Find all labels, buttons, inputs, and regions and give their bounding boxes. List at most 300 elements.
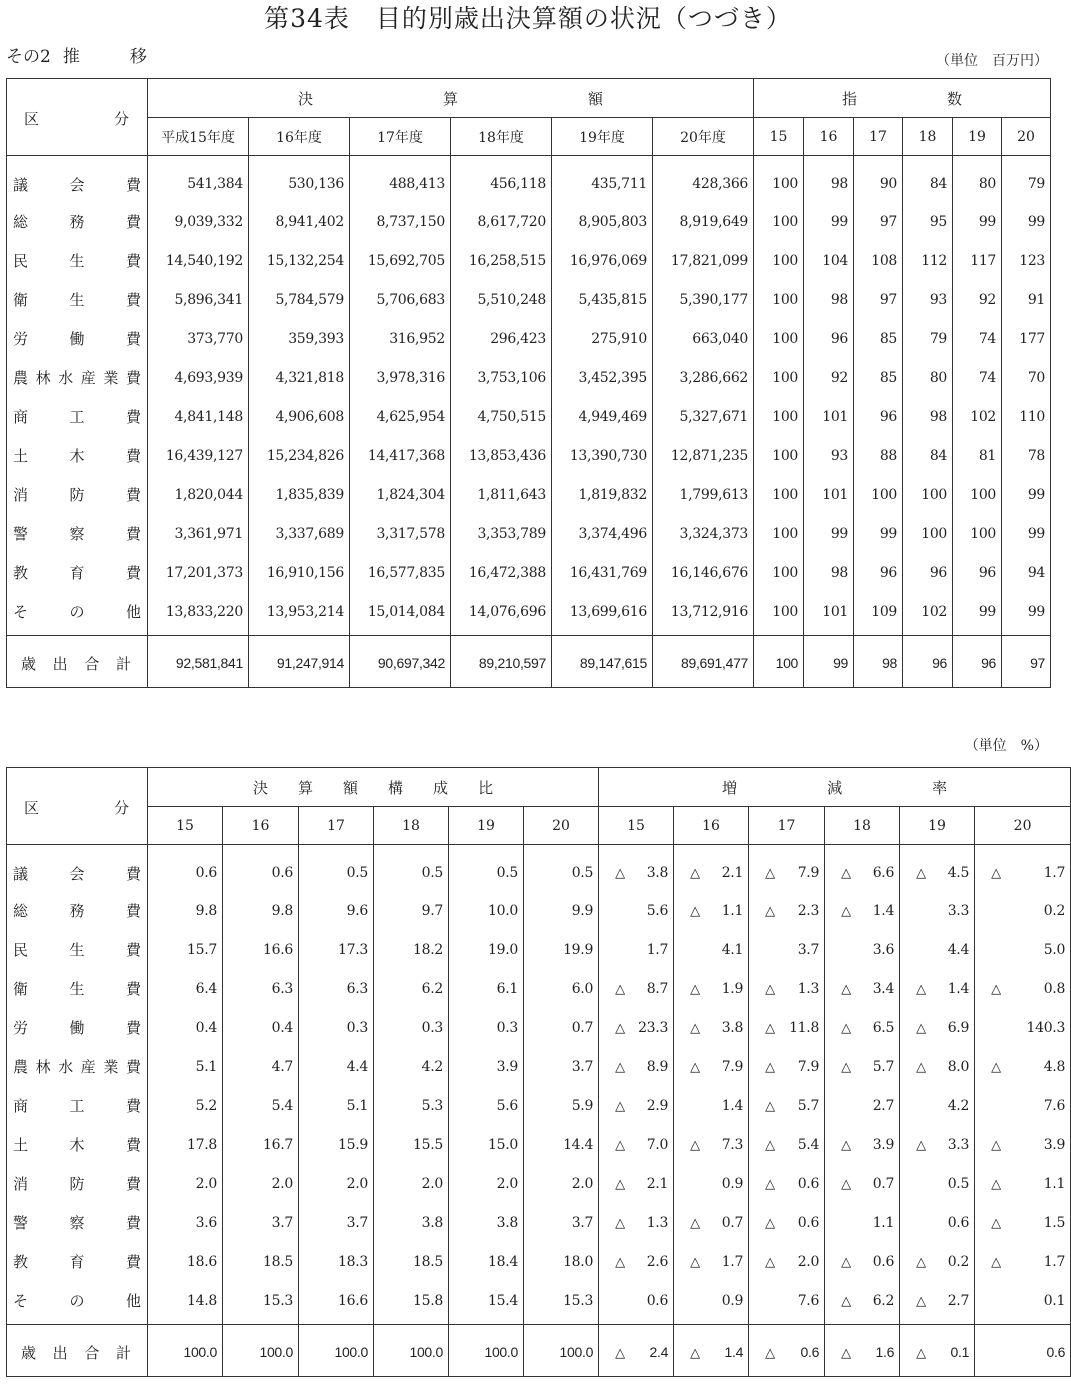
change-rate-cell <box>825 969 900 1008</box>
change-rate-cell <box>749 891 825 930</box>
index-cell: 88 <box>854 436 903 475</box>
table-row <box>7 969 1071 1008</box>
negative-mark: △ <box>991 1254 1001 1270</box>
index-cell: 96 <box>854 397 903 436</box>
group-header-char: 決 <box>252 778 268 797</box>
change-rate-cell <box>975 930 1071 969</box>
change-value: 1.4 <box>872 902 895 919</box>
ratio-cell: 15.8 <box>374 1281 449 1325</box>
change-rate-cell <box>599 1325 674 1377</box>
change-rate-cell <box>975 1125 1071 1164</box>
change-rate-cell <box>599 845 674 892</box>
row-label-char: 費 <box>125 1214 141 1232</box>
row-label-char: 土 <box>13 1136 29 1154</box>
change-value: 0.1 <box>1043 1292 1066 1309</box>
change-rate-cell <box>975 845 1071 892</box>
ratio-cell: 3.7 <box>524 1047 599 1086</box>
year-header: 19 <box>953 118 1002 156</box>
ratio-cell: 0.5 <box>524 845 599 892</box>
amount-cell: 5,784,579 <box>249 280 350 319</box>
row-label <box>7 1281 148 1325</box>
index-cell: 85 <box>854 319 903 358</box>
change-rate-cell <box>825 1164 900 1203</box>
index-cell: 101 <box>804 475 854 514</box>
row-label <box>7 156 148 203</box>
year-header: 17 <box>854 118 903 156</box>
ratio-cell: 15.3 <box>524 1281 599 1325</box>
subtitle-word-1: 推 <box>62 47 80 67</box>
row-label-char: 生 <box>69 941 85 959</box>
amount-cell: 15,014,084 <box>350 592 451 636</box>
row-label-char: 労 <box>13 330 29 348</box>
row-label-char: 費 <box>125 330 141 348</box>
row-label-char: そ <box>13 1292 29 1310</box>
index-cell: 100 <box>754 514 804 553</box>
index-cell: 94 <box>1002 553 1051 592</box>
row-label-char: 察 <box>69 525 85 543</box>
index-cell: 84 <box>903 156 953 203</box>
negative-mark: △ <box>841 1020 851 1036</box>
negative-mark: △ <box>841 1293 851 1309</box>
change-value: 6.6 <box>872 865 895 881</box>
index-cell: 110 <box>1002 397 1051 436</box>
row-label-char: 費 <box>125 525 141 543</box>
total-amount-cell: 89,147,615 <box>552 636 653 688</box>
amount-cell: 13,699,616 <box>552 592 653 636</box>
ratio-cell: 6.2 <box>374 969 449 1008</box>
negative-mark: △ <box>841 1137 851 1153</box>
index-cell: 117 <box>953 241 1002 280</box>
index-cell: 85 <box>854 358 903 397</box>
row-label-char: 歳 <box>21 654 37 673</box>
change-value: 1.4 <box>721 1097 744 1114</box>
amount-cell: 13,833,220 <box>148 592 249 636</box>
change-rate-cell <box>900 1008 975 1047</box>
amount-cell: 16,472,388 <box>451 553 552 592</box>
year-header: 17年度 <box>350 118 451 156</box>
total-ratio-cell: 100.0 <box>449 1325 524 1377</box>
row-label <box>7 845 148 892</box>
ratio-cell: 6.1 <box>449 969 524 1008</box>
ratio-cell: 16.6 <box>299 1281 374 1325</box>
change-rate-cell <box>900 891 975 930</box>
negative-mark: △ <box>841 866 851 881</box>
year-header: 19 <box>900 807 975 845</box>
row-label-char: 労 <box>13 1019 29 1037</box>
index-cell: 96 <box>804 319 854 358</box>
year-header: 16 <box>804 118 854 156</box>
year-header: 20年度 <box>653 118 754 156</box>
change-value: 1.1 <box>721 902 744 919</box>
row-label-char: 防 <box>69 486 85 504</box>
table-row <box>7 319 1051 358</box>
change-rate-cell <box>975 1047 1071 1086</box>
group-header-2 <box>599 768 1071 807</box>
row-label-char: 費 <box>125 1175 141 1193</box>
row-label-char: 民 <box>13 252 29 270</box>
change-rate-cell <box>900 1242 975 1281</box>
negative-mark: △ <box>916 1254 926 1270</box>
negative-mark: △ <box>841 1254 851 1270</box>
amount-cell: 1,835,839 <box>249 475 350 514</box>
change-rate-cell <box>749 1281 825 1325</box>
amount-cell: 14,540,192 <box>148 241 249 280</box>
change-value: 4.2 <box>947 1097 970 1114</box>
negative-mark: △ <box>690 903 700 919</box>
ratio-cell: 9.7 <box>374 891 449 930</box>
row-label-char: 教 <box>13 564 29 582</box>
page-title: 第34表 目的別歳出決算額の状況（つづき） <box>264 4 792 33</box>
row-label-char: 衛 <box>13 291 29 309</box>
row-label <box>7 1164 148 1203</box>
row-label <box>7 1086 148 1125</box>
year-header: 17 <box>299 807 374 845</box>
row-label-char: 費 <box>125 980 141 998</box>
negative-mark: △ <box>690 1344 700 1360</box>
amount-cell: 9,039,332 <box>148 202 249 241</box>
row-label-char: 費 <box>125 1097 141 1115</box>
index-cell: 100 <box>754 397 804 436</box>
change-rate-cell <box>674 1047 749 1086</box>
group-header-1 <box>148 768 599 807</box>
negative-mark: △ <box>690 981 700 997</box>
year-header: 20 <box>975 807 1071 845</box>
amount-cell: 3,286,662 <box>653 358 754 397</box>
change-rate-cell <box>900 1325 975 1377</box>
row-label-char: 防 <box>69 1175 85 1193</box>
change-rate-cell <box>674 1281 749 1325</box>
group-header-char: 額 <box>588 89 604 108</box>
ratio-cell: 3.7 <box>299 1203 374 1242</box>
group-header-char: 決 <box>298 89 314 108</box>
amount-cell: 3,978,316 <box>350 358 451 397</box>
ratio-cell: 5.1 <box>299 1086 374 1125</box>
change-value: 7.0 <box>646 1136 669 1153</box>
total-label <box>7 1325 148 1377</box>
change-value: 0.9 <box>721 1175 744 1192</box>
table-row <box>7 1125 1071 1164</box>
negative-mark: △ <box>765 981 775 997</box>
negative-mark: △ <box>615 1137 625 1153</box>
total-row <box>7 636 1051 688</box>
change-value: 23.3 <box>638 1019 669 1036</box>
row-label-char: 生 <box>69 252 85 270</box>
change-rate-cell <box>674 969 749 1008</box>
change-value: 0.6 <box>1046 1344 1066 1360</box>
row-label-char: 会 <box>69 175 85 194</box>
row-label-char: 水 <box>58 369 74 387</box>
change-rate-cell <box>749 1242 825 1281</box>
change-rate-cell <box>749 1125 825 1164</box>
total-row <box>7 1325 1071 1377</box>
negative-mark: △ <box>916 1344 926 1360</box>
ratio-cell: 15.0 <box>449 1125 524 1164</box>
row-label-char: 教 <box>13 1253 29 1271</box>
ratio-cell: 5.9 <box>524 1086 599 1125</box>
amount-cell: 1,820,044 <box>148 475 249 514</box>
negative-mark: △ <box>615 1176 625 1192</box>
change-rate-cell <box>825 930 900 969</box>
change-rate-cell <box>749 1047 825 1086</box>
amount-cell: 428,366 <box>653 156 754 203</box>
group-header-char: 算 <box>298 778 314 797</box>
negative-mark: △ <box>765 1215 775 1231</box>
year-header: 15 <box>754 118 804 156</box>
amount-cell: 4,841,148 <box>148 397 249 436</box>
row-label-char: 商 <box>13 408 29 426</box>
index-cell: 99 <box>804 514 854 553</box>
negative-mark: △ <box>765 1254 775 1270</box>
table-row <box>7 553 1051 592</box>
row-label-char: 育 <box>69 564 85 582</box>
amount-cell: 435,711 <box>552 156 653 203</box>
ratio-cell: 0.5 <box>374 845 449 892</box>
row-label <box>7 280 148 319</box>
index-cell: 112 <box>903 241 953 280</box>
group-header-2 <box>754 79 1051 118</box>
amount-cell: 5,390,177 <box>653 280 754 319</box>
negative-mark: △ <box>690 1059 700 1075</box>
amount-cell: 4,625,954 <box>350 397 451 436</box>
group-header-char: 指 <box>842 89 858 108</box>
change-rate-cell <box>975 1008 1071 1047</box>
index-cell: 74 <box>953 358 1002 397</box>
amount-cell: 15,132,254 <box>249 241 350 280</box>
change-rate-cell <box>599 969 674 1008</box>
amount-cell: 13,390,730 <box>552 436 653 475</box>
row-label-char: 消 <box>13 486 29 504</box>
index-cell: 100 <box>903 475 953 514</box>
change-rate-cell <box>900 1203 975 1242</box>
ratio-cell: 4.7 <box>223 1047 299 1086</box>
total-label <box>7 636 148 688</box>
change-value: 0.6 <box>646 1292 669 1309</box>
amount-cell: 1,811,643 <box>451 475 552 514</box>
year-header: 18 <box>825 807 900 845</box>
total-index-cell: 99 <box>804 636 854 688</box>
amount-cell: 541,384 <box>148 156 249 203</box>
ratio-cell: 6.0 <box>524 969 599 1008</box>
index-cell: 81 <box>953 436 1002 475</box>
ratio-cell: 15.3 <box>223 1281 299 1325</box>
ratio-cell: 3.6 <box>148 1203 223 1242</box>
change-value: 8.0 <box>947 1058 970 1075</box>
row-label-char: 費 <box>125 408 141 426</box>
index-cell: 98 <box>903 397 953 436</box>
settlement-amount-table <box>6 78 1051 688</box>
ratio-cell: 5.2 <box>148 1086 223 1125</box>
amount-cell: 4,693,939 <box>148 358 249 397</box>
change-value: 7.9 <box>797 865 820 881</box>
ratio-cell: 9.9 <box>524 891 599 930</box>
row-label <box>7 475 148 514</box>
row-label-char: 費 <box>125 486 141 504</box>
year-header: 18年度 <box>451 118 552 156</box>
row-label-char: 合 <box>84 1343 100 1362</box>
ratio-cell: 0.6 <box>148 845 223 892</box>
negative-mark: △ <box>916 1293 926 1309</box>
negative-mark: △ <box>765 1176 775 1192</box>
row-label-char: 費 <box>125 291 141 309</box>
table-row <box>7 280 1051 319</box>
ratio-cell: 3.8 <box>374 1203 449 1242</box>
section-subtitle <box>6 46 147 68</box>
row-label <box>7 1242 148 1281</box>
total-ratio-cell: 100.0 <box>374 1325 449 1377</box>
ratio-cell: 2.0 <box>299 1164 374 1203</box>
change-value: 7.6 <box>797 1292 820 1309</box>
total-index-cell: 97 <box>1002 636 1051 688</box>
change-rate-cell <box>599 930 674 969</box>
ratio-cell: 0.6 <box>223 845 299 892</box>
amount-cell: 4,750,515 <box>451 397 552 436</box>
row-label-char: 民 <box>13 941 29 959</box>
amount-cell: 5,327,671 <box>653 397 754 436</box>
index-cell: 96 <box>953 553 1002 592</box>
subtitle-word-2: 移 <box>129 47 147 67</box>
change-rate-cell <box>674 1242 749 1281</box>
amount-cell: 5,510,248 <box>451 280 552 319</box>
group-header-char: 数 <box>947 89 963 108</box>
change-rate-cell <box>975 1164 1071 1203</box>
index-cell: 99 <box>854 514 903 553</box>
change-rate-cell <box>975 1086 1071 1125</box>
negative-mark: △ <box>765 1137 775 1153</box>
change-value: 2.3 <box>797 902 820 919</box>
change-value: 0.2 <box>947 1253 970 1270</box>
change-value: 0.6 <box>800 1343 820 1360</box>
negative-mark: △ <box>765 866 775 881</box>
row-label-char: の <box>69 1292 85 1310</box>
subtitle-part: その2 <box>6 47 51 67</box>
index-cell: 100 <box>953 475 1002 514</box>
amount-cell: 16,146,676 <box>653 553 754 592</box>
change-rate-cell <box>900 1086 975 1125</box>
row-label-char: 費 <box>125 369 141 387</box>
corner-char-a: 区 <box>24 799 40 817</box>
total-amount-cell: 89,691,477 <box>653 636 754 688</box>
row-label-char: 商 <box>13 1097 29 1115</box>
group-header-char: 額 <box>343 778 359 797</box>
total-index-cell: 96 <box>903 636 953 688</box>
row-label-char: 林 <box>35 369 51 387</box>
row-label-char: 歳 <box>21 1343 37 1362</box>
ratio-cell: 4.4 <box>299 1047 374 1086</box>
row-label-char: 費 <box>125 1019 141 1037</box>
change-value: 3.7 <box>797 941 820 958</box>
table-row <box>7 436 1051 475</box>
amount-cell: 3,753,106 <box>451 358 552 397</box>
year-header: 20 <box>1002 118 1051 156</box>
index-cell: 100 <box>953 514 1002 553</box>
index-cell: 100 <box>754 202 804 241</box>
table-row <box>7 475 1051 514</box>
index-cell: 100 <box>754 319 804 358</box>
ratio-cell: 18.0 <box>524 1242 599 1281</box>
change-rate-cell <box>825 1047 900 1086</box>
row-label <box>7 553 148 592</box>
change-rate-cell <box>975 1242 1071 1281</box>
year-header: 19年度 <box>552 118 653 156</box>
negative-mark: △ <box>615 981 625 997</box>
ratio-cell: 5.6 <box>449 1086 524 1125</box>
amount-cell: 16,431,769 <box>552 553 653 592</box>
change-rate-cell <box>825 1242 900 1281</box>
index-cell: 98 <box>804 553 854 592</box>
index-cell: 108 <box>854 241 903 280</box>
change-rate-cell <box>749 1008 825 1047</box>
table-row <box>7 891 1071 930</box>
amount-cell: 15,234,826 <box>249 436 350 475</box>
negative-mark: △ <box>841 1176 851 1192</box>
change-rate-cell <box>900 969 975 1008</box>
index-cell: 90 <box>854 156 903 203</box>
negative-mark: △ <box>615 1098 625 1114</box>
amount-cell: 456,118 <box>451 156 552 203</box>
change-value: 0.7 <box>721 1214 744 1231</box>
ratio-cell: 16.7 <box>223 1125 299 1164</box>
row-label-char: 産 <box>80 1058 96 1076</box>
group-header-1 <box>148 79 754 118</box>
change-rate-cell <box>825 1325 900 1377</box>
negative-mark: △ <box>841 981 851 997</box>
change-value: 4.8 <box>1043 1058 1066 1075</box>
ratio-cell: 15.4 <box>449 1281 524 1325</box>
corner-header <box>7 768 148 845</box>
change-rate-cell <box>674 1203 749 1242</box>
row-label-char: 会 <box>69 864 85 883</box>
corner-char-b: 分 <box>113 799 129 817</box>
total-amount-cell: 91,247,914 <box>249 636 350 688</box>
change-value: 0.9 <box>721 1292 744 1309</box>
amount-cell: 8,941,402 <box>249 202 350 241</box>
change-value: 5.7 <box>872 1058 895 1075</box>
negative-mark: △ <box>615 1059 625 1075</box>
row-label-char: 警 <box>13 525 29 543</box>
amount-cell: 373,770 <box>148 319 249 358</box>
total-index-cell: 98 <box>854 636 903 688</box>
amount-cell: 3,374,496 <box>552 514 653 553</box>
row-label-char: 費 <box>125 252 141 270</box>
table-row <box>7 514 1051 553</box>
row-label <box>7 592 148 636</box>
negative-mark: △ <box>916 1020 926 1036</box>
change-value: 0.6 <box>797 1214 820 1231</box>
index-cell: 101 <box>804 397 854 436</box>
change-value: 7.6 <box>1043 1097 1066 1114</box>
amount-cell: 1,824,304 <box>350 475 451 514</box>
change-rate-cell <box>900 930 975 969</box>
row-label-char: 計 <box>115 654 131 673</box>
change-value: 1.7 <box>1043 1253 1066 1270</box>
index-cell: 98 <box>804 280 854 319</box>
ratio-cell: 18.5 <box>223 1242 299 1281</box>
negative-mark: △ <box>615 1254 625 1270</box>
change-value: 1.3 <box>646 1214 669 1231</box>
change-value: 0.6 <box>947 1214 970 1231</box>
ratio-cell: 15.5 <box>374 1125 449 1164</box>
row-label <box>7 891 148 930</box>
index-cell: 97 <box>854 280 903 319</box>
change-value: 1.4 <box>947 980 970 997</box>
ratio-cell: 9.6 <box>299 891 374 930</box>
index-cell: 84 <box>903 436 953 475</box>
unit-label-table1: （単位 百万円） <box>936 53 1048 69</box>
ratio-cell: 5.4 <box>223 1086 299 1125</box>
amount-cell: 13,953,214 <box>249 592 350 636</box>
group-header-char: 構 <box>388 778 404 797</box>
ratio-cell: 2.0 <box>223 1164 299 1203</box>
